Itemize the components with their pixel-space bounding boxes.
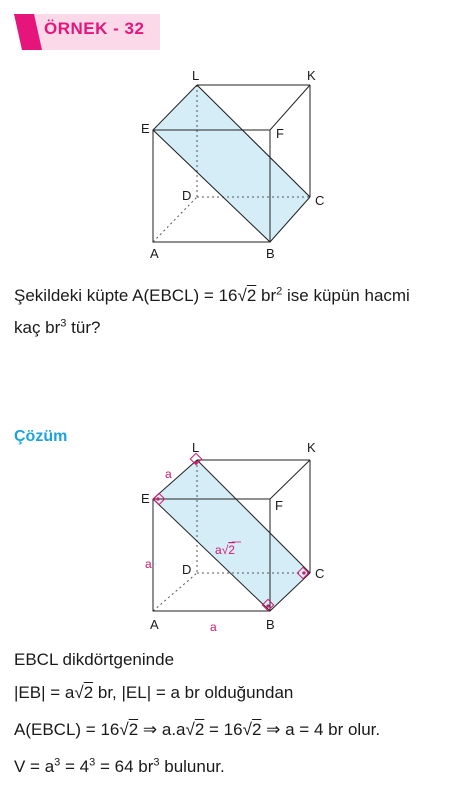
vertex-C: C [315, 193, 325, 208]
vertex-D: D [182, 188, 192, 203]
vertex-A: A [150, 246, 159, 261]
vertex-D: D [182, 562, 192, 577]
solution-line-4: $V = a^3 = 4^3 = 64$ $br^3$ bulunur. [14, 756, 225, 776]
vertex-F: F [275, 498, 283, 513]
vertex-L: L [192, 68, 200, 83]
vertex-B: B [266, 246, 275, 261]
edge-label-ab: a [210, 620, 217, 634]
vertex-E: E [141, 121, 150, 136]
vertex-F: F [276, 126, 284, 141]
vertex-E: E [141, 491, 150, 506]
question-line-2: kaç $br^3$ tür? [14, 317, 101, 337]
solution-heading: Çözüm [14, 428, 68, 445]
vertex-K: K [307, 68, 316, 83]
vertex-K: K [307, 440, 316, 455]
rectangle-ebcl [153, 85, 310, 242]
diagonal-label-eb: a√2 [215, 543, 235, 557]
vertex-B: B [266, 617, 275, 632]
vertex-A: A [150, 617, 159, 632]
edge-label-ea: a [145, 557, 152, 571]
solution-line-1: EBCL dikdörtgeninde [14, 650, 175, 669]
cube-figure-1 [0, 60, 469, 265]
edge-label-el: a [165, 467, 172, 481]
cube-figure-2 [0, 440, 469, 640]
solution-line-3: A(EBCL) = 16√2 ⇒ a.a√2 = 16√2 ⇒ a = 4 br olur. [14, 720, 381, 739]
badge-title: ÖRNEK - 32 [44, 19, 145, 38]
vertex-L: L [192, 440, 200, 455]
question-line-1: Şekildeki küpte A(EBCL) = 16√2 $br^2$ ise küpün hacmi [14, 285, 410, 305]
vertex-C: C [315, 566, 325, 581]
solution-line-2: |EB| = a√2 br, |EL| = a br olduğundan [14, 683, 294, 702]
